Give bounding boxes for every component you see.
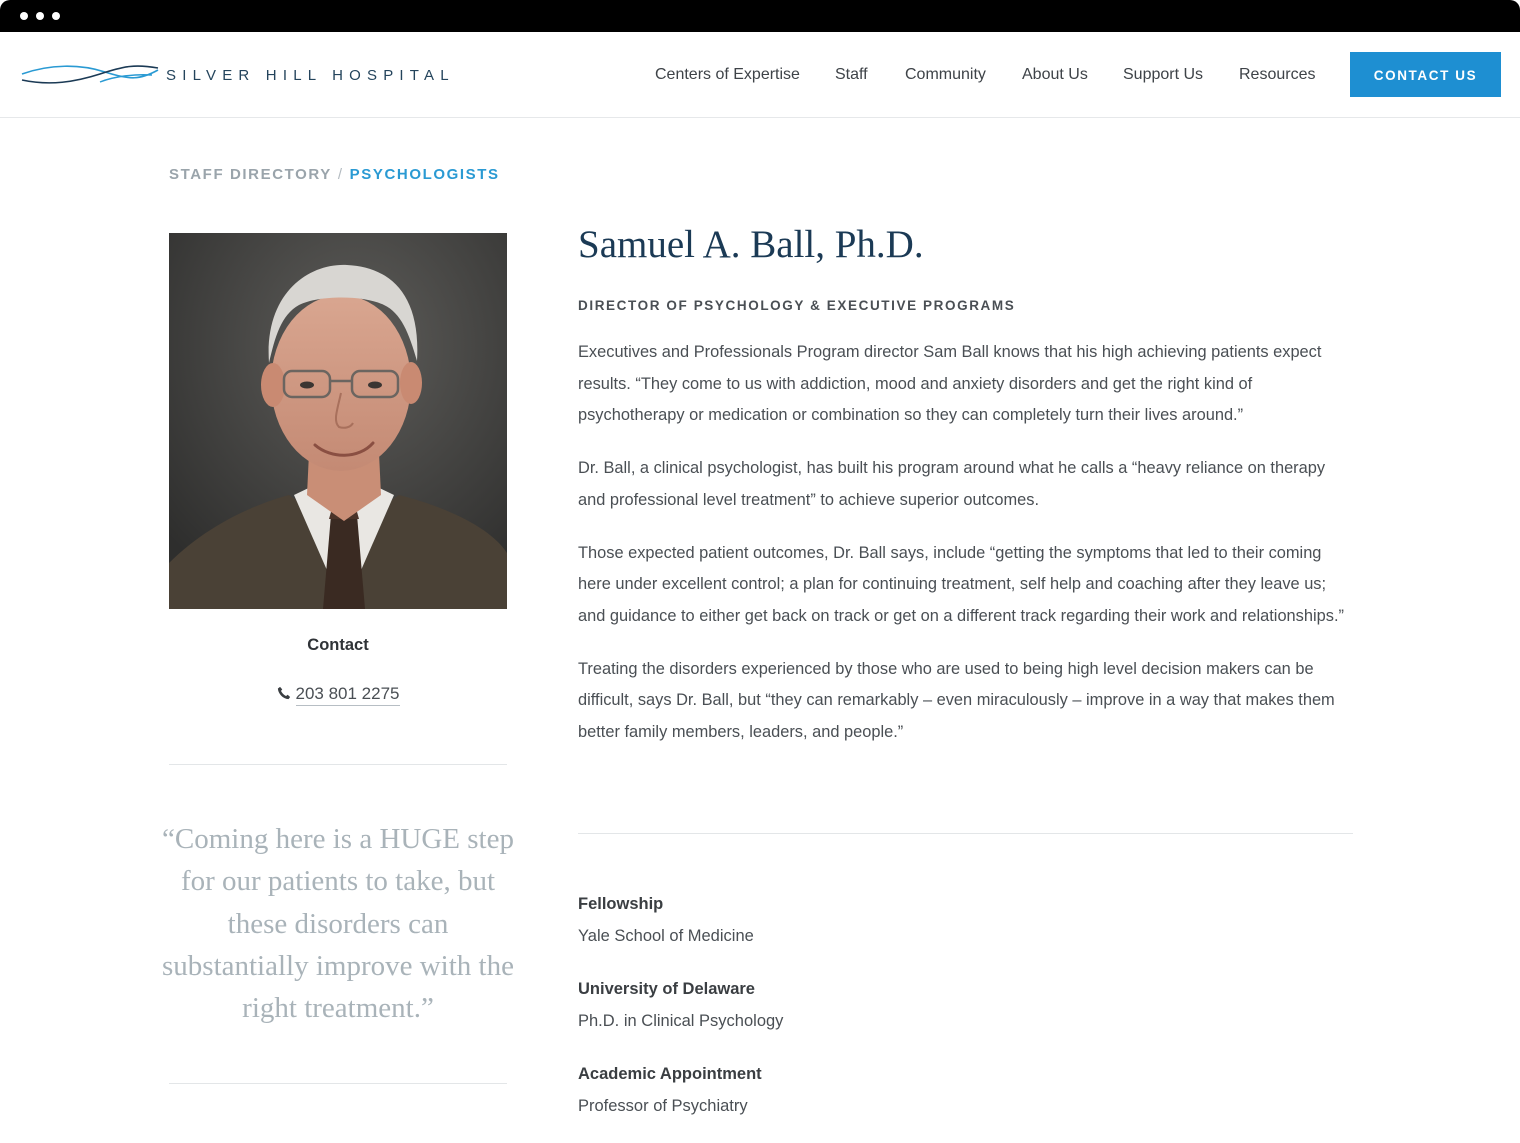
credential-detail: Professor of Psychiatry — [578, 1097, 748, 1115]
window-dot-icon[interactable] — [20, 12, 28, 20]
divider — [169, 1083, 507, 1084]
credential-heading: Fellowship — [578, 895, 664, 913]
credential-detail: Ph.D. in Clinical Psychology — [578, 1012, 784, 1030]
breadcrumb-staff-directory[interactable]: STAFF DIRECTORY — [169, 166, 332, 183]
profile-photo — [169, 233, 507, 609]
nav-community[interactable]: Community — [905, 66, 986, 83]
credentials-list — [578, 888, 1353, 1143]
bio-paragraph: Treating the disorders experienced by those who are used to being high level decision makers can be difficult, says Dr. Ball, but “they can remarkably – even miraculously – improve in a way that makes them better family members, leaders, and people.” — [578, 659, 1335, 742]
divider — [169, 764, 507, 765]
bio-paragraph: Dr. Ball, a clinical psychologist, has built his program around what he calls a “heavy reliance on therapy and professional level treatment” to achieve superior outcomes. — [578, 459, 1326, 509]
nav-centers-of-expertise[interactable]: Centers of Expertise — [655, 66, 800, 83]
credential-heading: University of Delaware — [578, 980, 755, 998]
position-title: DIRECTOR OF PSYCHOLOGY & EXECUTIVE PROGRAMS — [578, 298, 1016, 313]
logo-text: SILVER HILL HOSPITAL — [166, 67, 455, 84]
nav-support-us[interactable]: Support Us — [1123, 66, 1204, 83]
breadcrumb-current: PSYCHOLOGISTS — [349, 166, 500, 183]
phone-link[interactable]: 203 801 2275 — [296, 684, 400, 706]
site-header — [0, 32, 1520, 118]
breadcrumb — [169, 166, 500, 183]
window-dot-icon[interactable] — [52, 12, 60, 20]
contact-heading: Contact — [307, 636, 369, 654]
credential-heading: Academic Appointment — [578, 1065, 762, 1083]
breadcrumb-separator: / — [337, 166, 344, 183]
wave-logo-icon — [20, 60, 160, 90]
pull-quote: “Coming here is a HUGE step for our patients to take, but these disorders can substantially improve with the right treatment.” — [162, 823, 514, 1025]
credential-item — [578, 973, 1353, 1058]
nav-staff[interactable]: Staff — [835, 66, 868, 83]
nav-about-us[interactable]: About Us — [1022, 66, 1088, 83]
nav-resources[interactable]: Resources — [1239, 66, 1316, 83]
phone-icon — [277, 686, 291, 700]
credential-item — [578, 1058, 1353, 1143]
contact-us-button[interactable]: CONTACT US — [1350, 52, 1501, 97]
page-title: Samuel A. Ball, Ph.D. — [578, 223, 924, 266]
bio-paragraph: Those expected patient outcomes, Dr. Ball says, include “getting the symptoms that led to their coming here under excellent control; a plan for continuing treatment, self help and coaching after they leave us; and guidance to either get back on track or get on a different track regarding their work and relationships.” — [578, 543, 1344, 625]
bio-paragraph: Executives and Professionals Program director Sam Ball knows that his high achieving patients expect results. “They come to us with addiction, mood and anxiety disorders and get the right kind of psychotherapy or medication or combination so they can completely turn their lives around.” — [578, 343, 1322, 425]
credential-detail: Yale School of Medicine — [578, 927, 754, 945]
phone-row — [169, 684, 507, 704]
window-dot-icon[interactable] — [36, 12, 44, 20]
divider — [578, 833, 1353, 834]
credential-item — [578, 888, 1353, 973]
bio — [578, 337, 1353, 770]
site-logo[interactable] — [20, 60, 460, 90]
browser-titlebar — [0, 0, 1520, 32]
